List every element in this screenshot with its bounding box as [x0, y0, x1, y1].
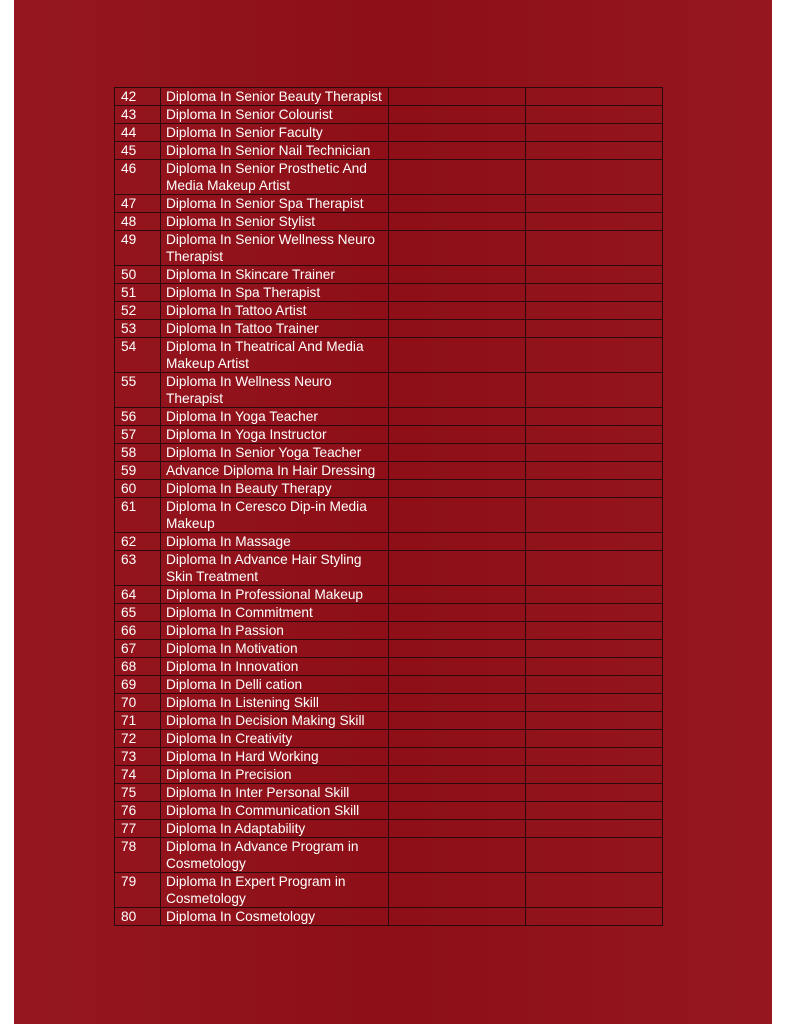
table-row [115, 802, 663, 820]
row-number: 44 [115, 124, 161, 142]
empty-cell [389, 124, 526, 142]
course-name: Advance Diploma In Hair Dressing [161, 462, 389, 480]
empty-cell [389, 658, 526, 676]
empty-cell [526, 462, 663, 480]
row-number: 79 [115, 873, 161, 908]
table-row [115, 338, 663, 373]
table-row [115, 658, 663, 676]
empty-cell [389, 586, 526, 604]
course-name: Diploma In Tattoo Artist [161, 302, 389, 320]
course-name: Diploma In Senior Beauty Therapist [161, 88, 389, 106]
course-name: Diploma In Senior Colourist [161, 106, 389, 124]
row-number: 57 [115, 426, 161, 444]
table-row [115, 712, 663, 730]
course-table [114, 87, 663, 926]
empty-cell [389, 784, 526, 802]
course-name: Diploma In Senior Prosthetic And Media Makeup Artist [161, 160, 389, 195]
empty-cell [389, 444, 526, 462]
table-row [115, 676, 663, 694]
course-name: Diploma In Wellness Neuro Therapist [161, 373, 389, 408]
empty-cell [526, 802, 663, 820]
empty-cell [389, 160, 526, 195]
row-number: 58 [115, 444, 161, 462]
empty-cell [526, 195, 663, 213]
empty-cell [526, 604, 663, 622]
empty-cell [526, 231, 663, 266]
table-row [115, 604, 663, 622]
row-number: 47 [115, 195, 161, 213]
course-name: Diploma In Senior Nail Technician [161, 142, 389, 160]
empty-cell [526, 838, 663, 873]
table-row [115, 908, 663, 926]
empty-cell [526, 766, 663, 784]
course-name: Diploma In Yoga Teacher [161, 408, 389, 426]
course-name: Diploma In Tattoo Trainer [161, 320, 389, 338]
course-name: Diploma In Professional Makeup [161, 586, 389, 604]
course-name: Diploma In Senior Wellness Neuro Therapist [161, 231, 389, 266]
table-row [115, 586, 663, 604]
row-number: 59 [115, 462, 161, 480]
table-row [115, 231, 663, 266]
row-number: 67 [115, 640, 161, 658]
course-name: Diploma In Skincare Trainer [161, 266, 389, 284]
row-number: 80 [115, 908, 161, 926]
table-row [115, 284, 663, 302]
empty-cell [526, 88, 663, 106]
row-number: 71 [115, 712, 161, 730]
empty-cell [526, 426, 663, 444]
empty-cell [389, 195, 526, 213]
course-name: Diploma In Spa Therapist [161, 284, 389, 302]
empty-cell [526, 106, 663, 124]
empty-cell [389, 88, 526, 106]
empty-cell [389, 730, 526, 748]
empty-cell [526, 622, 663, 640]
empty-cell [526, 784, 663, 802]
table-row [115, 426, 663, 444]
row-number: 78 [115, 838, 161, 873]
table-row [115, 320, 663, 338]
row-number: 74 [115, 766, 161, 784]
empty-cell [526, 873, 663, 908]
empty-cell [389, 462, 526, 480]
row-number: 72 [115, 730, 161, 748]
empty-cell [526, 284, 663, 302]
empty-cell [389, 480, 526, 498]
course-name: Diploma In Passion [161, 622, 389, 640]
row-number: 55 [115, 373, 161, 408]
course-name: Diploma In Senior Stylist [161, 213, 389, 231]
row-number: 65 [115, 604, 161, 622]
course-name: Diploma In Hard Working [161, 748, 389, 766]
course-name: Diploma In Creativity [161, 730, 389, 748]
row-number: 54 [115, 338, 161, 373]
empty-cell [526, 586, 663, 604]
row-number: 43 [115, 106, 161, 124]
table-row [115, 213, 663, 231]
empty-cell [526, 498, 663, 533]
empty-cell [389, 408, 526, 426]
empty-cell [389, 551, 526, 586]
empty-cell [526, 338, 663, 373]
empty-cell [526, 266, 663, 284]
table-row [115, 408, 663, 426]
row-number: 68 [115, 658, 161, 676]
empty-cell [526, 712, 663, 730]
course-name: Diploma In Innovation [161, 658, 389, 676]
table-row [115, 480, 663, 498]
empty-cell [389, 694, 526, 712]
empty-cell [526, 748, 663, 766]
course-name: Diploma In Decision Making Skill [161, 712, 389, 730]
table-row [115, 106, 663, 124]
empty-cell [526, 320, 663, 338]
row-number: 45 [115, 142, 161, 160]
empty-cell [389, 622, 526, 640]
row-number: 60 [115, 480, 161, 498]
empty-cell [526, 694, 663, 712]
table-row [115, 124, 663, 142]
course-name: Diploma In Adaptability [161, 820, 389, 838]
row-number: 48 [115, 213, 161, 231]
empty-cell [389, 373, 526, 408]
empty-cell [526, 373, 663, 408]
empty-cell [389, 712, 526, 730]
row-number: 64 [115, 586, 161, 604]
empty-cell [389, 338, 526, 373]
row-number: 63 [115, 551, 161, 586]
empty-cell [389, 231, 526, 266]
course-name: Diploma In Theatrical And Media Makeup Artist [161, 338, 389, 373]
row-number: 51 [115, 284, 161, 302]
course-name: Diploma In Advance Hair Styling Skin Treatment [161, 551, 389, 586]
empty-cell [389, 604, 526, 622]
course-name: Diploma In Inter Personal Skill [161, 784, 389, 802]
empty-cell [389, 640, 526, 658]
empty-cell [526, 533, 663, 551]
empty-cell [389, 676, 526, 694]
empty-cell [526, 820, 663, 838]
empty-cell [526, 730, 663, 748]
table-row [115, 142, 663, 160]
empty-cell [526, 142, 663, 160]
row-number: 69 [115, 676, 161, 694]
course-name: Diploma In Communication Skill [161, 802, 389, 820]
table-row [115, 498, 663, 533]
empty-cell [389, 766, 526, 784]
row-number: 70 [115, 694, 161, 712]
table-row [115, 640, 663, 658]
table-row [115, 694, 663, 712]
row-number: 73 [115, 748, 161, 766]
empty-cell [389, 908, 526, 926]
table-row [115, 88, 663, 106]
empty-cell [389, 820, 526, 838]
empty-cell [526, 480, 663, 498]
empty-cell [389, 213, 526, 231]
empty-cell [389, 142, 526, 160]
row-number: 61 [115, 498, 161, 533]
table-row [115, 160, 663, 195]
empty-cell [526, 444, 663, 462]
table-row [115, 551, 663, 586]
table-row [115, 730, 663, 748]
row-number: 49 [115, 231, 161, 266]
table-row [115, 195, 663, 213]
course-name: Diploma In Expert Program in Cosmetology [161, 873, 389, 908]
empty-cell [526, 908, 663, 926]
course-name: Diploma In Beauty Therapy [161, 480, 389, 498]
course-table-body [115, 88, 663, 926]
table-row [115, 873, 663, 908]
empty-cell [526, 160, 663, 195]
course-name: Diploma In Cosmetology [161, 908, 389, 926]
table-row [115, 533, 663, 551]
document-page [14, 0, 772, 1024]
empty-cell [389, 873, 526, 908]
row-number: 42 [115, 88, 161, 106]
row-number: 56 [115, 408, 161, 426]
empty-cell [526, 302, 663, 320]
table-row [115, 766, 663, 784]
course-name: Diploma In Advance Program in Cosmetology [161, 838, 389, 873]
row-number: 50 [115, 266, 161, 284]
row-number: 53 [115, 320, 161, 338]
table-row [115, 622, 663, 640]
empty-cell [526, 640, 663, 658]
course-name: Diploma In Commitment [161, 604, 389, 622]
course-name: Diploma In Senior Yoga Teacher [161, 444, 389, 462]
empty-cell [526, 213, 663, 231]
empty-cell [526, 551, 663, 586]
row-number: 66 [115, 622, 161, 640]
row-number: 75 [115, 784, 161, 802]
course-name: Diploma In Senior Faculty [161, 124, 389, 142]
table-row [115, 444, 663, 462]
table-row [115, 462, 663, 480]
course-name: Diploma In Precision [161, 766, 389, 784]
empty-cell [389, 533, 526, 551]
empty-cell [389, 284, 526, 302]
empty-cell [389, 748, 526, 766]
table-row [115, 784, 663, 802]
course-name: Diploma In Listening Skill [161, 694, 389, 712]
course-name: Diploma In Ceresco Dip-in Media Makeup [161, 498, 389, 533]
course-name: Diploma In Yoga Instructor [161, 426, 389, 444]
empty-cell [389, 802, 526, 820]
empty-cell [526, 658, 663, 676]
empty-cell [389, 266, 526, 284]
row-number: 76 [115, 802, 161, 820]
course-name: Diploma In Delli cation [161, 676, 389, 694]
empty-cell [389, 320, 526, 338]
empty-cell [526, 408, 663, 426]
empty-cell [389, 838, 526, 873]
empty-cell [526, 124, 663, 142]
table-row [115, 838, 663, 873]
table-row [115, 820, 663, 838]
empty-cell [389, 426, 526, 444]
course-name: Diploma In Massage [161, 533, 389, 551]
row-number: 77 [115, 820, 161, 838]
course-name: Diploma In Motivation [161, 640, 389, 658]
table-row [115, 373, 663, 408]
row-number: 52 [115, 302, 161, 320]
table-row [115, 748, 663, 766]
table-row [115, 266, 663, 284]
empty-cell [526, 676, 663, 694]
course-name: Diploma In Senior Spa Therapist [161, 195, 389, 213]
empty-cell [389, 498, 526, 533]
empty-cell [389, 302, 526, 320]
row-number: 46 [115, 160, 161, 195]
table-row [115, 302, 663, 320]
empty-cell [389, 106, 526, 124]
row-number: 62 [115, 533, 161, 551]
